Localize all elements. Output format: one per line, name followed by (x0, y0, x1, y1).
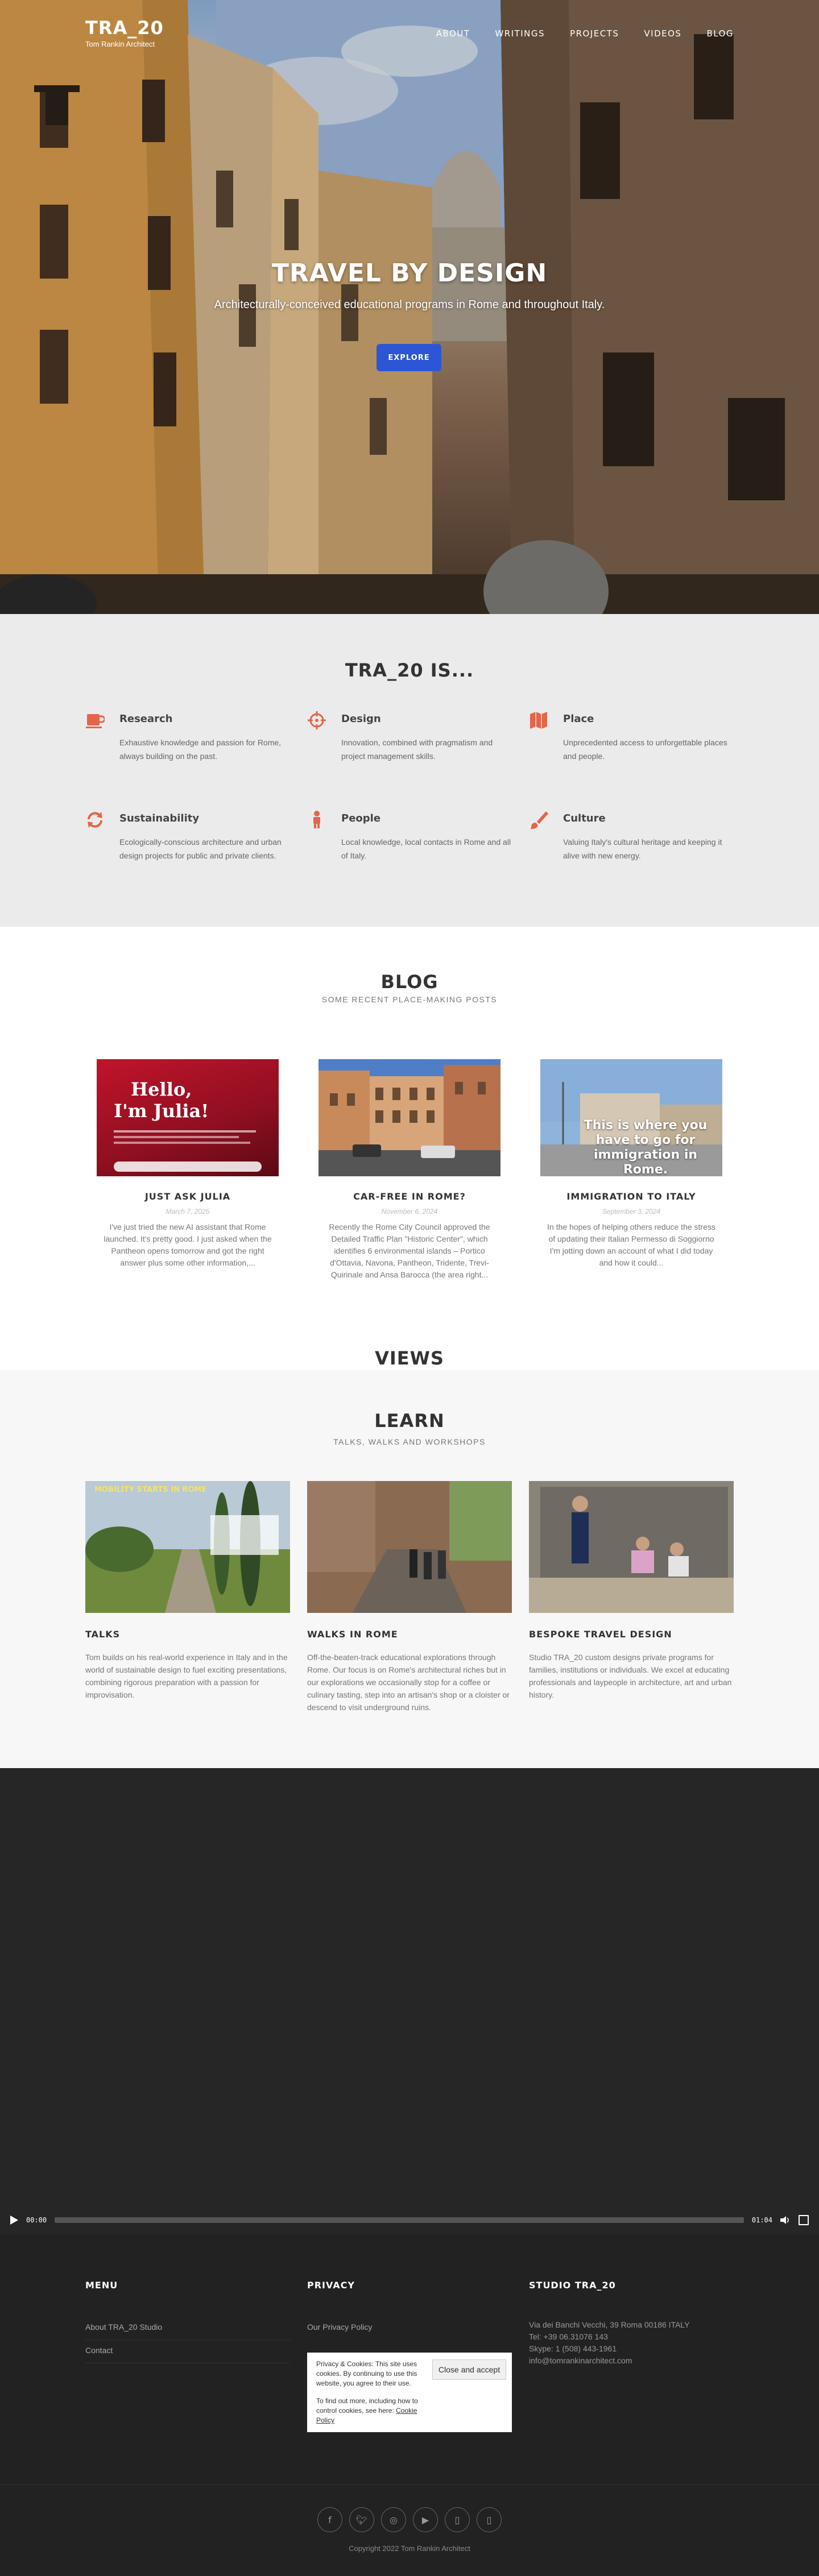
studio-address (529, 2319, 734, 2367)
feature-title: People (341, 812, 381, 824)
thumb-line (114, 1136, 239, 1138)
rome-street-photo (318, 1059, 500, 1176)
nav-projects[interactable]: PROJECTS (570, 28, 619, 39)
post-title[interactable]: JUST ASK JULIA (144, 1191, 231, 1202)
volume-icon[interactable] (780, 2216, 791, 2225)
footer-privacy (307, 2280, 512, 2339)
post-date: March 7, 2025 (166, 1208, 210, 1216)
feature-title: Culture (563, 812, 606, 824)
post-excerpt: In the hopes of helping others reduce the stress of updating their Italian Permesso di Soggiorno I'm jotting down an account of what I did today and how it could... (547, 1222, 715, 1267)
feature-title: Place (563, 713, 594, 725)
play-icon[interactable] (10, 2216, 18, 2225)
footer-heading: PRIVACY (307, 2280, 355, 2291)
bespoke-image[interactable] (529, 1481, 734, 1613)
nav-about[interactable]: ABOUT (436, 28, 470, 39)
map-icon (529, 711, 548, 730)
card-title[interactable]: TALKS (85, 1629, 121, 1640)
feature-desc: Innovation, combined with pragmatism and project management skills. (341, 738, 493, 761)
hero-title: TRAVEL BY DESIGN (271, 259, 548, 288)
footer-heading: MENU (85, 2280, 118, 2291)
linkedin-icon[interactable]: ▯ (477, 2507, 502, 2532)
walks-image[interactable] (307, 1481, 512, 1613)
section-title: BLOG (380, 971, 439, 993)
person-icon (307, 810, 326, 829)
feature-desc: Unprecedented access to unforgettable places and people. (563, 738, 727, 761)
nav-videos[interactable]: VIDEOS (644, 28, 682, 39)
card-desc: Off-the-beaten-track educational explorations through Rome. Our focus is on Rome's architectural riches but in our explorations we occasionally stop for a coffee or culinary tasting, step into an artisan's shop or a cloister or descend to visit underground ruins. (307, 1653, 510, 1712)
hero-subtitle: Architecturally-conceived educational programs in Rome and throughout Italy. (214, 298, 605, 311)
copyright: Copyright 2022 Tom Rankin Architect (349, 2544, 470, 2553)
crosshair-icon (307, 711, 326, 730)
post-thumbnail[interactable] (540, 1059, 722, 1176)
card-desc: Studio TRA_20 custom designs private programs for families, institutions or individuals. We excel at educating professionals and laypeople in architecture, art and urban history. (529, 1653, 732, 1699)
cookie-text: Privacy & Cookies: This site uses cookies. By continuing to use this website, you agree to their use. (316, 2360, 417, 2387)
explore-button[interactable]: EXPLORE (377, 344, 441, 371)
footer-link-privacy-policy[interactable]: Our Privacy Policy (307, 2322, 373, 2332)
hero (0, 0, 819, 614)
footer-divider (0, 2484, 819, 2485)
feature-title: Design (341, 713, 381, 725)
facebook-icon[interactable]: f (317, 2507, 342, 2532)
nav-blog[interactable]: BLOG (706, 28, 734, 39)
footer-link-about[interactable]: About TRA_20 Studio (85, 2317, 290, 2340)
recycle-icon (85, 810, 105, 829)
card-desc: Tom builds on his real-world experience in Italy and in the world of sustainable design to fuel exciting presentations, combining rigorous preparation with a passion for improvisation. (85, 1653, 288, 1699)
section-title: LEARN (374, 1410, 445, 1432)
thumb-line (114, 1130, 256, 1133)
fullscreen-icon[interactable] (799, 2215, 809, 2225)
footer-menu-list (85, 2317, 290, 2363)
close-and-accept-button[interactable]: Close and accept (432, 2359, 506, 2380)
post-date: September 3, 2024 (602, 1208, 661, 1216)
mug-icon (85, 711, 105, 730)
learn-card-walks[interactable] (307, 1481, 512, 1714)
phone-line: Tel: +39 06.31076 143 (529, 2332, 608, 2341)
video-progress-bar[interactable] (55, 2217, 744, 2223)
feature-desc: Valuing Italy's cultural heritage and keeping it alive with new energy. (563, 837, 722, 860)
learn-card-talks[interactable] (85, 1481, 290, 1701)
footer-heading: STUDIO TRA_20 (529, 2280, 616, 2291)
brand[interactable] (85, 17, 164, 48)
site-logo[interactable]: TRA_20 (85, 17, 164, 39)
thumb-caption: This is where you have to go for immigration in Rome. (584, 1118, 708, 1176)
tra20-is-section (0, 614, 819, 927)
travelers-photo (529, 1481, 734, 1613)
cookie-more-label: To find out more, including how to control cookies, see here: (316, 2397, 418, 2415)
footer-link-contact[interactable]: Contact (85, 2340, 290, 2363)
current-time: 00:00 (26, 2216, 47, 2224)
feature-desc: Exhaustive knowledge and passion for Rome, always building on the past. (119, 738, 282, 761)
post-thumbnail[interactable] (318, 1059, 500, 1176)
youtube-icon[interactable]: ▶ (413, 2507, 438, 2532)
site-tagline: Tom Rankin Architect (85, 40, 155, 48)
thumb-heading (114, 1078, 209, 1122)
social-links (0, 2507, 819, 2532)
post-date: November 6, 2024 (381, 1208, 438, 1216)
footer-menu (85, 2280, 290, 2363)
blog-post[interactable] (97, 1059, 279, 1269)
instagram-icon[interactable]: ◎ (381, 2507, 406, 2532)
card-title[interactable]: WALKS IN ROME (307, 1629, 398, 1640)
talks-image-textbox (210, 1515, 279, 1555)
post-title[interactable]: CAR-FREE IN ROME? (353, 1191, 466, 1202)
learn-card-bespoke[interactable] (529, 1481, 734, 1701)
address-line: Via dei Banchi Vecchi, 39 Roma 00186 ITALY (529, 2320, 690, 2329)
feature-desc: Local knowledge, local contacts in Rome and all of Italy. (341, 837, 511, 860)
houzz-icon[interactable]: ▯ (445, 2507, 470, 2532)
post-excerpt: Recently the Rome City Council approved the Detailed Traffic Plan "Historic Center", which identifies 6 environmental islands – Portico d'Ottavia, Navona, Pantheon, Tridente, Trevi-Quirinale and Ansa Barocca (the area right... (329, 1222, 490, 1279)
feature-desc: Ecologically-conscious architecture and urban design projects for public and private clients. (119, 837, 282, 860)
duration: 01:04 (751, 2216, 772, 2224)
blog-post[interactable] (318, 1059, 500, 1281)
talks-image-caption: MOBILITY STARTS IN ROME (94, 1486, 207, 1494)
section-kicker: SOME RECENT PLACE-MAKING POSTS (321, 995, 498, 1004)
learn-section (0, 1370, 819, 1768)
thumb-chat-bar (114, 1162, 262, 1172)
video-controls (0, 2206, 819, 2234)
twitter-icon[interactable]: 🐦︎ (349, 2507, 374, 2532)
post-title[interactable]: IMMIGRATION TO ITALY (566, 1191, 696, 1202)
blog-post[interactable] (540, 1059, 722, 1269)
feature-title: Sustainability (119, 812, 200, 824)
skype-line: Skype: 1 (508) 443-1961 (529, 2344, 617, 2353)
views-title: VIEWS (375, 1347, 444, 1369)
footer-privacy-list (307, 2317, 512, 2339)
thumb-heading-line-2: I'm Julia! (114, 1100, 209, 1122)
post-excerpt: I've just tried the new AI assistant that Rome launched. It's pretty good. I just asked when the Pantheon opens tomorrow and got the right answer plus some other information,... (104, 1222, 272, 1267)
post-thumbnail[interactable] (97, 1059, 279, 1176)
feature-title: Research (119, 713, 173, 725)
paintbrush-icon (529, 810, 548, 829)
blog-section (0, 927, 819, 1370)
section-title: TRA_20 IS... (345, 659, 474, 681)
video-player[interactable] (0, 1768, 819, 2234)
cookie-banner (307, 2353, 512, 2432)
footer-studio (529, 2280, 734, 2367)
cookie-policy-link[interactable]: Cookie Policy (316, 2407, 417, 2424)
forum-walk-photo (307, 1481, 512, 1613)
thumb-heading-line-1: Hello, (130, 1078, 192, 1100)
nav-writings[interactable]: WRITINGS (495, 28, 545, 39)
cookie-more-text (316, 2396, 430, 2425)
section-kicker: TALKS, WALKS AND WORKSHOPS (333, 1437, 486, 1446)
talks-image[interactable] (85, 1481, 290, 1613)
thumb-line (114, 1142, 250, 1144)
email-link[interactable]: info@tomrankinarchitect.com (529, 2356, 632, 2365)
main-nav (436, 28, 734, 39)
card-title[interactable]: BESPOKE TRAVEL DESIGN (529, 1629, 672, 1640)
